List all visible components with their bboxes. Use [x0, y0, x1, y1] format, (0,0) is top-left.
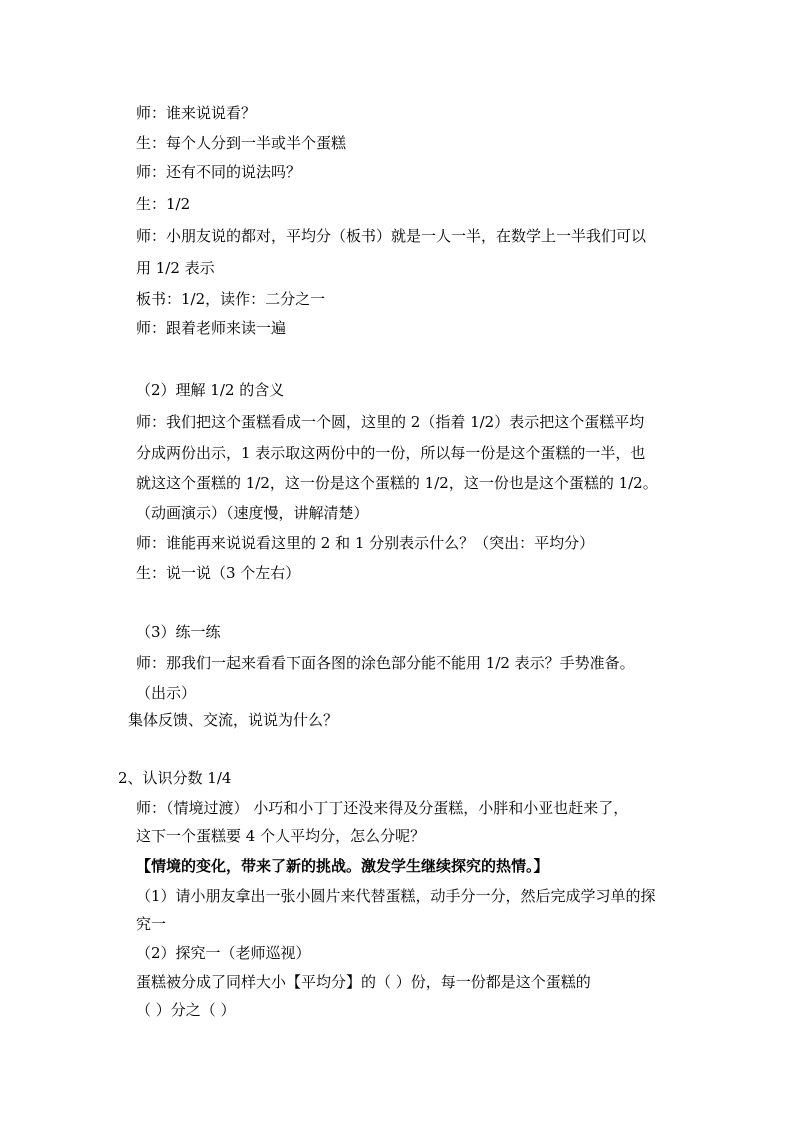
note-line: 【情境的变化，带来了新的挑战。激发学生继续探究的热情。】 — [136, 857, 549, 875]
text-line: 师：谁能再来说说看这里的 2 和 1 分别表示什么？（突出：平均分） — [136, 534, 595, 552]
text-line: 生：每个人分到一半或半个蛋糕 — [136, 134, 347, 152]
text-line: 就这这个蛋糕的 1/2，这一份是这个蛋糕的 1/2，这一份也是这个蛋糕的 1/2。 — [136, 474, 658, 492]
section-heading: （3）练一练 — [136, 623, 221, 641]
text-line: 用 1/2 表示 — [136, 259, 215, 277]
text-line: 集体反馈、交流，说说为什么？ — [128, 711, 339, 729]
text-line: 师：还有不同的说法吗？ — [136, 163, 302, 181]
section-heading: 2、认识分数 1/4 — [118, 769, 232, 787]
text-line: 生：1/2 — [136, 195, 191, 213]
text-line: 师：（情境过渡） 小巧和小丁丁还没来得及分蛋糕，小胖和小亚也赶来了， — [136, 799, 629, 817]
text-line: 蛋糕被分成了同样大小【平均分】的（ ）份，每一份都是这个蛋糕的 — [136, 973, 591, 991]
text-line: 师：谁来说说看？ — [136, 104, 257, 122]
text-line: （ ）分之（ ） — [136, 1001, 236, 1019]
text-line: （动画演示）（速度慢，讲解清楚） — [136, 504, 369, 522]
text-line: 分成两份出示，1 表示取这两份中的一份，所以每一份是这个蛋糕的一半，也 — [136, 444, 646, 462]
text-line: 师：小朋友说的都对，平均分（板书）就是一人一半，在数学上一半我们可以 — [136, 227, 647, 245]
text-line: （1）请小朋友拿出一张小圆片来代替蛋糕，动手分一分，然后完成学习单的探 — [136, 887, 656, 905]
text-line: （出示） — [136, 684, 197, 702]
text-line: 师：那我们一起来看看下面各图的涂色部分能不能用 1/2 表示？手势准备。 — [136, 654, 635, 672]
section-heading: （2）理解 1/2 的含义 — [136, 381, 285, 399]
text-line: （2）探究一（老师巡视） — [136, 944, 311, 962]
text-line: 究一 — [136, 915, 167, 933]
text-line: 生：说一说（3 个左右） — [136, 564, 301, 582]
text-line: 这下一个蛋糕要 4 个人平均分，怎么分呢？ — [136, 827, 426, 845]
text-line: 板书：1/2，读作：二分之一 — [136, 290, 326, 308]
text-line: 师：我们把这个蛋糕看成一个圆，这里的 2（指着 1/2）表示把这个蛋糕平均 — [136, 413, 645, 431]
text-line: 师：跟着老师来读一遍 — [136, 319, 287, 337]
